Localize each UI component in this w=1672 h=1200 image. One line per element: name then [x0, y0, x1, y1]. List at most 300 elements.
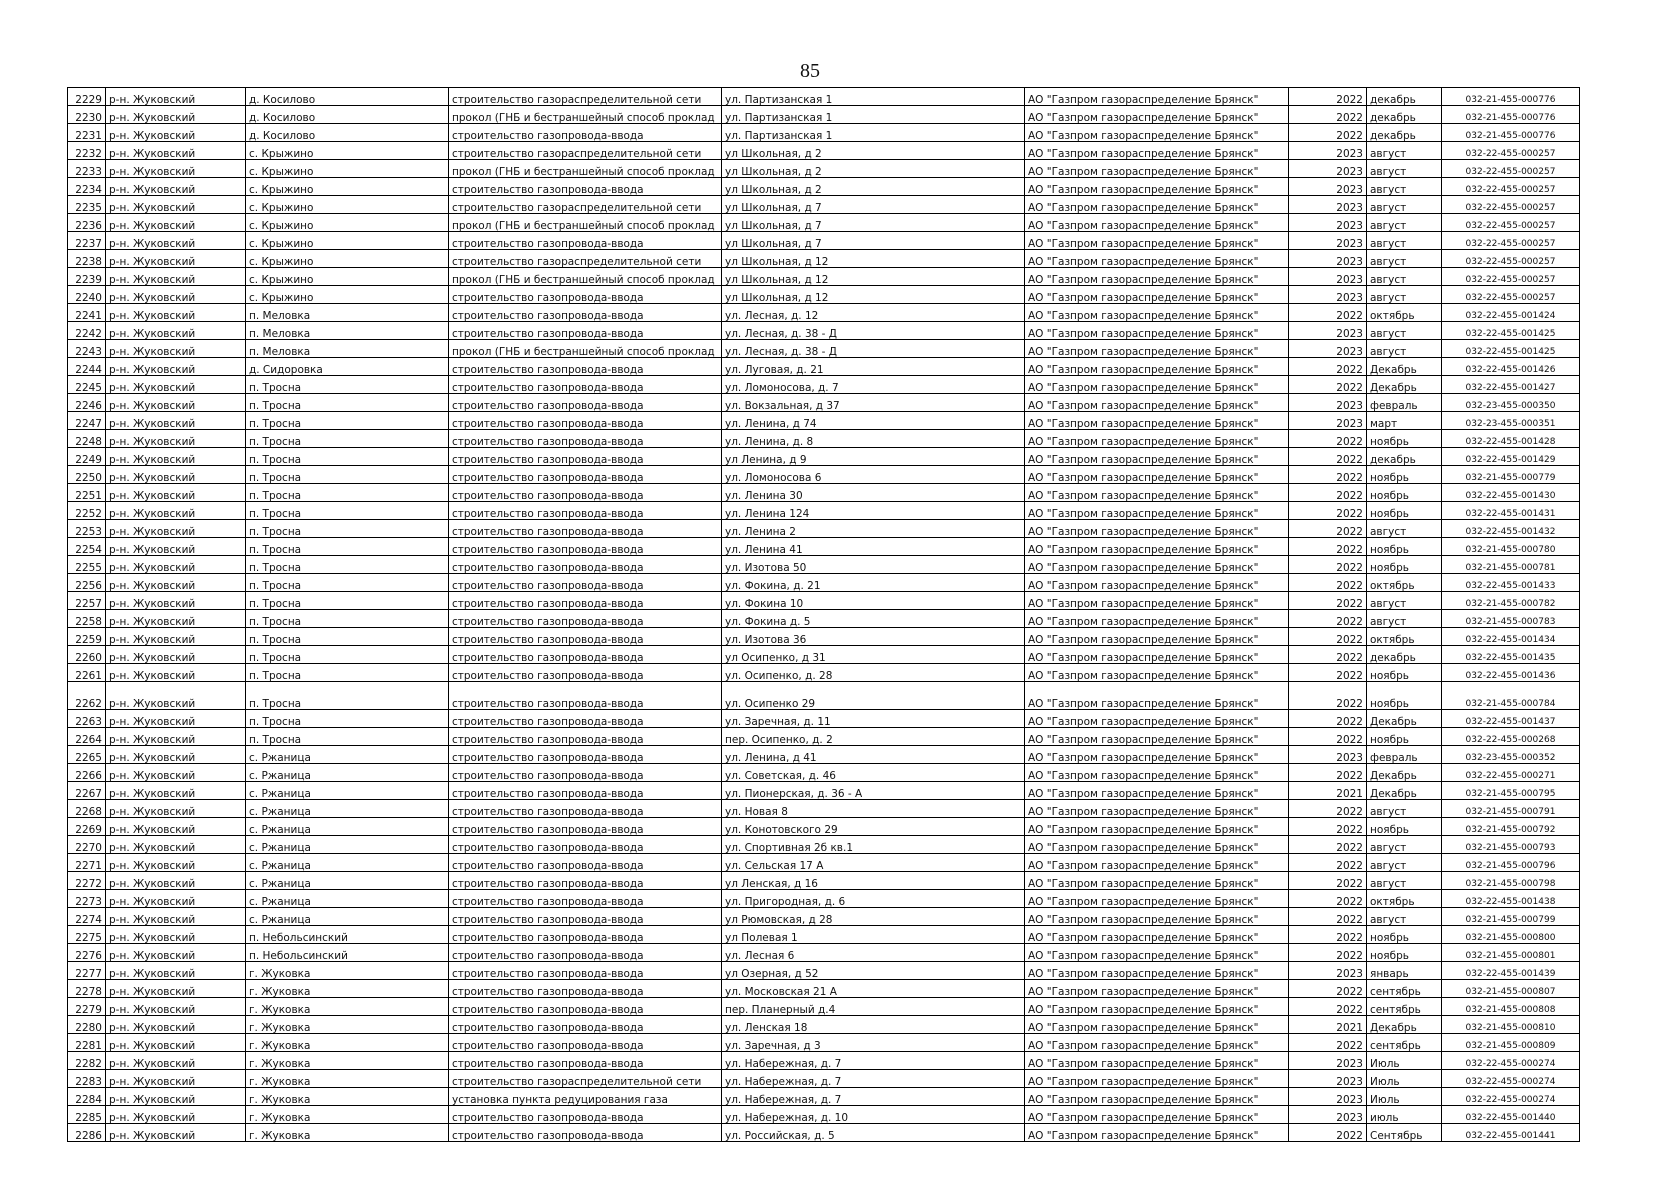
- cell-address: ул Рюмовская, д 28: [722, 908, 1025, 926]
- cell-code: 032-21-455-000782: [1442, 592, 1580, 610]
- cell-num: 2257: [68, 592, 106, 610]
- cell-month: август: [1367, 322, 1442, 340]
- cell-month: июль: [1367, 1106, 1442, 1124]
- cell-organization: АО "Газпром газораспределение Брянск": [1025, 710, 1289, 728]
- cell-year: 2022: [1289, 944, 1367, 962]
- cell-locality: п. Меловка: [246, 340, 449, 358]
- cell-address: ул Озерная, д 52: [722, 962, 1025, 980]
- cell-district: р-н. Жуковский: [106, 142, 246, 160]
- cell-district: р-н. Жуковский: [106, 340, 246, 358]
- cell-num: 2286: [68, 1124, 106, 1142]
- cell-locality: г. Жуковка: [246, 1088, 449, 1106]
- cell-address: ул Ленина, д 9: [722, 448, 1025, 466]
- cell-year: 2023: [1289, 1052, 1367, 1070]
- cell-code: 032-23-455-000352: [1442, 746, 1580, 764]
- table-row: [68, 484, 1580, 502]
- cell-work: строительство газопровода-ввода: [449, 304, 722, 322]
- cell-district: р-н. Жуковский: [106, 574, 246, 592]
- cell-address: ул. Изотова 36: [722, 628, 1025, 646]
- cell-address: ул. Осипенко 29: [722, 682, 1025, 710]
- cell-work: строительство газопровода-ввода: [449, 592, 722, 610]
- cell-num: 2245: [68, 376, 106, 394]
- table-row: [68, 664, 1580, 682]
- cell-month: август: [1367, 340, 1442, 358]
- table-row: [68, 322, 1580, 340]
- cell-code: 032-22-455-001434: [1442, 628, 1580, 646]
- cell-district: р-н. Жуковский: [106, 926, 246, 944]
- cell-organization: АО "Газпром газораспределение Брянск": [1025, 232, 1289, 250]
- cell-month: сентябрь: [1367, 1034, 1442, 1052]
- cell-organization: АО "Газпром газораспределение Брянск": [1025, 466, 1289, 484]
- cell-organization: АО "Газпром газораспределение Брянск": [1025, 782, 1289, 800]
- cell-organization: АО "Газпром газораспределение Брянск": [1025, 962, 1289, 980]
- cell-year: 2022: [1289, 664, 1367, 682]
- table-row: [68, 430, 1580, 448]
- cell-year: 2023: [1289, 1070, 1367, 1088]
- cell-locality: г. Жуковка: [246, 1070, 449, 1088]
- cell-month: ноябрь: [1367, 926, 1442, 944]
- cell-district: р-н. Жуковский: [106, 836, 246, 854]
- cell-address: ул. Конотовского 29: [722, 818, 1025, 836]
- cell-num: 2272: [68, 872, 106, 890]
- cell-num: 2279: [68, 998, 106, 1016]
- cell-num: 2258: [68, 610, 106, 628]
- table-row: [68, 106, 1580, 124]
- table-row: [68, 728, 1580, 746]
- cell-work: строительство газопровода-ввода: [449, 610, 722, 628]
- table-row: [68, 610, 1580, 628]
- cell-work: строительство газопровода-ввода: [449, 1052, 722, 1070]
- cell-organization: АО "Газпром газораспределение Брянск": [1025, 538, 1289, 556]
- table-row: [68, 1088, 1580, 1106]
- cell-address: ул Ленская, д 16: [722, 872, 1025, 890]
- cell-address: ул. Ломоносова 6: [722, 466, 1025, 484]
- cell-num: 2251: [68, 484, 106, 502]
- cell-locality: п. Меловка: [246, 304, 449, 322]
- cell-year: 2022: [1289, 1034, 1367, 1052]
- cell-num: 2241: [68, 304, 106, 322]
- table-row: [68, 448, 1580, 466]
- cell-address: ул. Фокина д. 5: [722, 610, 1025, 628]
- cell-organization: АО "Газпром газораспределение Брянск": [1025, 430, 1289, 448]
- cell-address: ул. Лесная, д. 12: [722, 304, 1025, 322]
- cell-year: 2022: [1289, 908, 1367, 926]
- cell-district: р-н. Жуковский: [106, 268, 246, 286]
- cell-month: март: [1367, 412, 1442, 430]
- cell-code: 032-21-455-000807: [1442, 980, 1580, 998]
- table-row: [68, 376, 1580, 394]
- cell-code: 032-22-455-000274: [1442, 1088, 1580, 1106]
- cell-locality: с. Ржаница: [246, 854, 449, 872]
- cell-month: август: [1367, 268, 1442, 286]
- cell-code: 032-21-455-000781: [1442, 556, 1580, 574]
- cell-num: 2232: [68, 142, 106, 160]
- cell-month: Декабрь: [1367, 376, 1442, 394]
- cell-work: строительство газопровода-ввода: [449, 556, 722, 574]
- cell-district: р-н. Жуковский: [106, 556, 246, 574]
- cell-year: 2022: [1289, 872, 1367, 890]
- table-row: [68, 926, 1580, 944]
- cell-month: Декабрь: [1367, 1016, 1442, 1034]
- cell-address: ул. Ленская 18: [722, 1016, 1025, 1034]
- cell-locality: с. Ржаница: [246, 746, 449, 764]
- cell-locality: п. Тросна: [246, 412, 449, 430]
- cell-num: 2255: [68, 556, 106, 574]
- cell-code: 032-21-455-000784: [1442, 682, 1580, 710]
- cell-work: строительство газопровода-ввода: [449, 232, 722, 250]
- cell-work: строительство газопровода-ввода: [449, 448, 722, 466]
- cell-year: 2022: [1289, 926, 1367, 944]
- cell-code: 032-22-455-001441: [1442, 1124, 1580, 1142]
- cell-month: Декабрь: [1367, 764, 1442, 782]
- cell-num: 2247: [68, 412, 106, 430]
- cell-district: р-н. Жуковский: [106, 1106, 246, 1124]
- cell-district: р-н. Жуковский: [106, 286, 246, 304]
- cell-address: ул Школьная, д 7: [722, 232, 1025, 250]
- cell-code: 032-22-455-001425: [1442, 322, 1580, 340]
- cell-organization: АО "Газпром газораспределение Брянск": [1025, 1124, 1289, 1142]
- cell-month: февраль: [1367, 746, 1442, 764]
- cell-locality: с. Ржаница: [246, 872, 449, 890]
- cell-organization: АО "Газпром газораспределение Брянск": [1025, 394, 1289, 412]
- cell-code: 032-21-455-000792: [1442, 818, 1580, 836]
- cell-district: р-н. Жуковский: [106, 980, 246, 998]
- cell-num: 2277: [68, 962, 106, 980]
- cell-month: ноябрь: [1367, 944, 1442, 962]
- cell-year: 2022: [1289, 106, 1367, 124]
- cell-organization: АО "Газпром газораспределение Брянск": [1025, 574, 1289, 592]
- cell-address: ул. Новая 8: [722, 800, 1025, 818]
- cell-district: р-н. Жуковский: [106, 250, 246, 268]
- cell-organization: АО "Газпром газораспределение Брянск": [1025, 926, 1289, 944]
- cell-address: ул Школьная, д 12: [722, 286, 1025, 304]
- cell-code: 032-21-455-000808: [1442, 998, 1580, 1016]
- table-row: [68, 800, 1580, 818]
- cell-year: 2022: [1289, 466, 1367, 484]
- cell-num: 2252: [68, 502, 106, 520]
- cell-code: 032-22-455-000274: [1442, 1052, 1580, 1070]
- cell-locality: д. Косилово: [246, 106, 449, 124]
- table-row: [68, 1124, 1580, 1142]
- cell-year: 2023: [1289, 214, 1367, 232]
- cell-year: 2023: [1289, 286, 1367, 304]
- cell-locality: с. Ржаница: [246, 800, 449, 818]
- cell-code: 032-22-455-000257: [1442, 286, 1580, 304]
- cell-work: строительство газопровода-ввода: [449, 890, 722, 908]
- cell-locality: п. Тросна: [246, 664, 449, 682]
- cell-organization: АО "Газпром газораспределение Брянск": [1025, 88, 1289, 106]
- cell-year: 2022: [1289, 484, 1367, 502]
- cell-work: прокол (ГНБ и бестраншейный способ проклад: [449, 268, 722, 286]
- cell-district: р-н. Жуковский: [106, 304, 246, 322]
- cell-work: строительство газопровода-ввода: [449, 710, 722, 728]
- cell-work: строительство газопровода-ввода: [449, 466, 722, 484]
- cell-year: 2023: [1289, 746, 1367, 764]
- table-row: [68, 836, 1580, 854]
- cell-district: р-н. Жуковский: [106, 592, 246, 610]
- cell-work: строительство газопровода-ввода: [449, 962, 722, 980]
- cell-work: строительство газопровода-ввода: [449, 836, 722, 854]
- cell-locality: с. Крыжино: [246, 232, 449, 250]
- cell-work: строительство газопровода-ввода: [449, 908, 722, 926]
- cell-code: 032-21-455-000801: [1442, 944, 1580, 962]
- cell-num: 2243: [68, 340, 106, 358]
- cell-num: 2274: [68, 908, 106, 926]
- table-row: [68, 746, 1580, 764]
- cell-year: 2023: [1289, 232, 1367, 250]
- cell-district: р-н. Жуковский: [106, 890, 246, 908]
- cell-organization: АО "Газпром газораспределение Брянск": [1025, 854, 1289, 872]
- cell-num: 2269: [68, 818, 106, 836]
- cell-district: р-н. Жуковский: [106, 1088, 246, 1106]
- table-row: [68, 998, 1580, 1016]
- table-row: [68, 466, 1580, 484]
- cell-num: 2283: [68, 1070, 106, 1088]
- cell-num: 2235: [68, 196, 106, 214]
- cell-district: р-н. Жуковский: [106, 872, 246, 890]
- cell-address: ул. Осипенко, д. 28: [722, 664, 1025, 682]
- cell-locality: с. Ржаница: [246, 818, 449, 836]
- cell-address: ул. Ленина, д 74: [722, 412, 1025, 430]
- cell-district: р-н. Жуковский: [106, 160, 246, 178]
- cell-code: 032-21-455-000791: [1442, 800, 1580, 818]
- cell-district: р-н. Жуковский: [106, 322, 246, 340]
- cell-organization: АО "Газпром газораспределение Брянск": [1025, 1106, 1289, 1124]
- cell-locality: д. Сидоровка: [246, 358, 449, 376]
- cell-code: 032-22-455-000257: [1442, 196, 1580, 214]
- cell-work: строительство газопровода-ввода: [449, 628, 722, 646]
- cell-num: 2242: [68, 322, 106, 340]
- cell-num: 2278: [68, 980, 106, 998]
- cell-locality: г. Жуковка: [246, 1016, 449, 1034]
- cell-district: р-н. Жуковский: [106, 908, 246, 926]
- cell-work: строительство газопровода-ввода: [449, 358, 722, 376]
- cell-work: строительство газопровода-ввода: [449, 538, 722, 556]
- cell-work: строительство газопровода-ввода: [449, 944, 722, 962]
- cell-district: р-н. Жуковский: [106, 484, 246, 502]
- cell-work: прокол (ГНБ и бестраншейный способ проклад: [449, 160, 722, 178]
- cell-num: 2254: [68, 538, 106, 556]
- table-row: [68, 412, 1580, 430]
- cell-address: ул Полевая 1: [722, 926, 1025, 944]
- cell-organization: АО "Газпром газораспределение Брянск": [1025, 764, 1289, 782]
- cell-year: 2022: [1289, 628, 1367, 646]
- cell-work: строительство газопровода-ввода: [449, 322, 722, 340]
- cell-organization: АО "Газпром газораспределение Брянск": [1025, 800, 1289, 818]
- cell-organization: АО "Газпром газораспределение Брянск": [1025, 268, 1289, 286]
- cell-code: 032-22-455-000274: [1442, 1070, 1580, 1088]
- table-row: [68, 908, 1580, 926]
- cell-code: 032-21-455-000783: [1442, 610, 1580, 628]
- cell-district: р-н. Жуковский: [106, 196, 246, 214]
- cell-organization: АО "Газпром газораспределение Брянск": [1025, 448, 1289, 466]
- cell-month: ноябрь: [1367, 556, 1442, 574]
- cell-district: р-н. Жуковский: [106, 944, 246, 962]
- cell-code: 032-22-455-001427: [1442, 376, 1580, 394]
- table-row: [68, 502, 1580, 520]
- cell-code: 032-22-455-000257: [1442, 214, 1580, 232]
- cell-locality: г. Жуковка: [246, 962, 449, 980]
- table-row: [68, 628, 1580, 646]
- cell-num: 2268: [68, 800, 106, 818]
- cell-work: строительство газопровода-ввода: [449, 1016, 722, 1034]
- cell-num: 2262: [68, 682, 106, 710]
- cell-num: 2271: [68, 854, 106, 872]
- cell-organization: АО "Газпром газораспределение Брянск": [1025, 520, 1289, 538]
- cell-year: 2022: [1289, 502, 1367, 520]
- cell-year: 2023: [1289, 178, 1367, 196]
- table-row: [68, 1052, 1580, 1070]
- cell-month: август: [1367, 872, 1442, 890]
- cell-work: прокол (ГНБ и бестраншейный способ проклад: [449, 214, 722, 232]
- cell-year: 2022: [1289, 574, 1367, 592]
- cell-year: 2021: [1289, 1016, 1367, 1034]
- table-row: [68, 178, 1580, 196]
- table-row: [68, 124, 1580, 142]
- cell-district: р-н. Жуковский: [106, 854, 246, 872]
- cell-month: август: [1367, 854, 1442, 872]
- cell-organization: АО "Газпром газораспределение Брянск": [1025, 1088, 1289, 1106]
- cell-year: 2023: [1289, 196, 1367, 214]
- cell-num: 2234: [68, 178, 106, 196]
- cell-code: 032-21-455-000798: [1442, 872, 1580, 890]
- cell-district: р-н. Жуковский: [106, 394, 246, 412]
- table-row: [68, 962, 1580, 980]
- cell-month: сентябрь: [1367, 980, 1442, 998]
- cell-locality: п. Тросна: [246, 394, 449, 412]
- cell-locality: с. Крыжино: [246, 142, 449, 160]
- cell-address: ул. Набережная, д. 7: [722, 1088, 1025, 1106]
- cell-month: октябрь: [1367, 628, 1442, 646]
- cell-work: строительство газопровода-ввода: [449, 502, 722, 520]
- cell-code: 032-22-455-000257: [1442, 142, 1580, 160]
- cell-num: 2285: [68, 1106, 106, 1124]
- cell-work: строительство газопровода-ввода: [449, 286, 722, 304]
- table-row: [68, 574, 1580, 592]
- cell-code: 032-22-455-000271: [1442, 764, 1580, 782]
- cell-num: 2266: [68, 764, 106, 782]
- cell-code: 032-22-455-001437: [1442, 710, 1580, 728]
- cell-locality: с. Ржаница: [246, 908, 449, 926]
- cell-month: Июль: [1367, 1070, 1442, 1088]
- cell-year: 2022: [1289, 710, 1367, 728]
- cell-work: строительство газопровода-ввода: [449, 818, 722, 836]
- cell-work: строительство газопровода-ввода: [449, 484, 722, 502]
- cell-district: р-н. Жуковский: [106, 682, 246, 710]
- cell-work: строительство газопровода-ввода: [449, 682, 722, 710]
- cell-organization: АО "Газпром газораспределение Брянск": [1025, 196, 1289, 214]
- cell-locality: с. Крыжино: [246, 178, 449, 196]
- cell-year: 2023: [1289, 250, 1367, 268]
- cell-work: строительство газораспределительной сети: [449, 250, 722, 268]
- cell-month: декабрь: [1367, 106, 1442, 124]
- cell-organization: АО "Газпром газораспределение Брянск": [1025, 980, 1289, 998]
- cell-code: 032-21-455-000800: [1442, 926, 1580, 944]
- cell-locality: г. Жуковка: [246, 980, 449, 998]
- cell-code: 032-21-455-000779: [1442, 466, 1580, 484]
- cell-num: 2233: [68, 160, 106, 178]
- cell-locality: п. Небольсинский: [246, 944, 449, 962]
- cell-code: 032-23-455-000351: [1442, 412, 1580, 430]
- cell-code: 032-22-455-001432: [1442, 520, 1580, 538]
- cell-district: р-н. Жуковский: [106, 232, 246, 250]
- cell-district: р-н. Жуковский: [106, 430, 246, 448]
- cell-district: р-н. Жуковский: [106, 466, 246, 484]
- cell-code: 032-22-455-000257: [1442, 178, 1580, 196]
- cell-year: 2022: [1289, 376, 1367, 394]
- cell-code: 032-22-455-001430: [1442, 484, 1580, 502]
- cell-district: р-н. Жуковский: [106, 178, 246, 196]
- cell-code: 032-22-455-001431: [1442, 502, 1580, 520]
- cell-work: строительство газопровода-ввода: [449, 520, 722, 538]
- cell-organization: АО "Газпром газораспределение Брянск": [1025, 124, 1289, 142]
- cell-locality: с. Крыжино: [246, 214, 449, 232]
- cell-num: 2260: [68, 646, 106, 664]
- cell-month: октябрь: [1367, 890, 1442, 908]
- cell-organization: АО "Газпром газораспределение Брянск": [1025, 944, 1289, 962]
- cell-year: 2022: [1289, 430, 1367, 448]
- table-row: [68, 592, 1580, 610]
- cell-month: октябрь: [1367, 304, 1442, 322]
- table-row: [68, 944, 1580, 962]
- cell-num: 2229: [68, 88, 106, 106]
- cell-num: 2267: [68, 782, 106, 800]
- cell-locality: п. Тросна: [246, 628, 449, 646]
- cell-year: 2022: [1289, 682, 1367, 710]
- cell-num: 2230: [68, 106, 106, 124]
- cell-month: август: [1367, 160, 1442, 178]
- cell-code: 032-21-455-000776: [1442, 88, 1580, 106]
- cell-num: 2270: [68, 836, 106, 854]
- cell-year: 2023: [1289, 268, 1367, 286]
- cell-organization: АО "Газпром газораспределение Брянск": [1025, 286, 1289, 304]
- cell-locality: п. Тросна: [246, 574, 449, 592]
- cell-district: р-н. Жуковский: [106, 1016, 246, 1034]
- table-row: [68, 872, 1580, 890]
- cell-code: 032-22-455-001429: [1442, 448, 1580, 466]
- cell-num: 2239: [68, 268, 106, 286]
- cell-district: р-н. Жуковский: [106, 1034, 246, 1052]
- cell-address: ул Школьная, д 12: [722, 268, 1025, 286]
- cell-work: установка пункта редуцирования газа: [449, 1088, 722, 1106]
- cell-work: строительство газопровода-ввода: [449, 574, 722, 592]
- cell-organization: АО "Газпром газораспределение Брянск": [1025, 592, 1289, 610]
- cell-organization: АО "Газпром газораспределение Брянск": [1025, 160, 1289, 178]
- cell-month: август: [1367, 232, 1442, 250]
- cell-year: 2022: [1289, 836, 1367, 854]
- cell-work: строительство газопровода-ввода: [449, 926, 722, 944]
- cell-address: ул. Ленина 41: [722, 538, 1025, 556]
- cell-code: 032-21-455-000799: [1442, 908, 1580, 926]
- table-row: [68, 646, 1580, 664]
- cell-month: август: [1367, 286, 1442, 304]
- table-row: [68, 1016, 1580, 1034]
- cell-locality: г. Жуковка: [246, 1052, 449, 1070]
- table-row: [68, 556, 1580, 574]
- cell-num: 2248: [68, 430, 106, 448]
- cell-district: р-н. Жуковский: [106, 1124, 246, 1142]
- cell-address: ул Школьная, д 2: [722, 160, 1025, 178]
- cell-organization: АО "Газпром газораспределение Брянск": [1025, 106, 1289, 124]
- cell-organization: АО "Газпром газораспределение Брянск": [1025, 908, 1289, 926]
- cell-num: 2244: [68, 358, 106, 376]
- cell-year: 2023: [1289, 142, 1367, 160]
- cell-organization: АО "Газпром газораспределение Брянск": [1025, 178, 1289, 196]
- cell-organization: АО "Газпром газораспределение Брянск": [1025, 646, 1289, 664]
- cell-district: р-н. Жуковский: [106, 782, 246, 800]
- cell-organization: АО "Газпром газораспределение Брянск": [1025, 1016, 1289, 1034]
- cell-num: 2275: [68, 926, 106, 944]
